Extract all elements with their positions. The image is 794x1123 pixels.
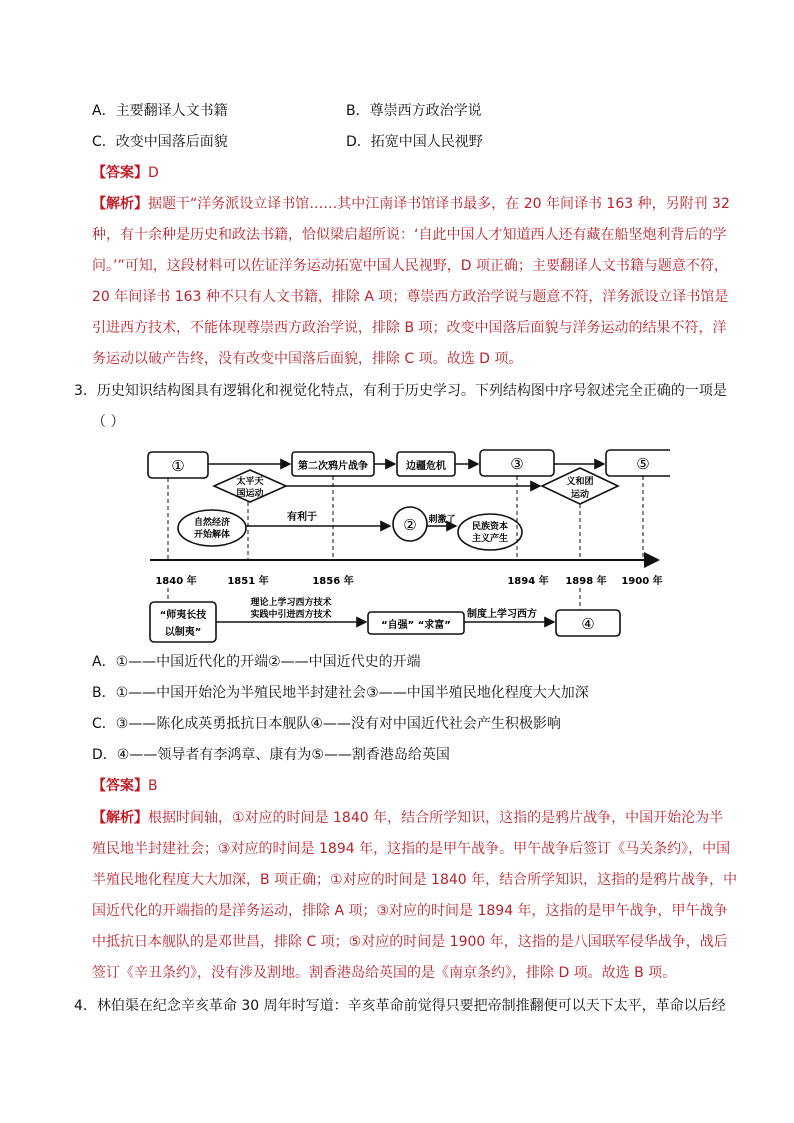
- q3-paren: （ ）: [92, 414, 125, 430]
- answer-tag: 【答案】: [92, 778, 148, 794]
- ellipse-natural-economy-label-2: 开始解体: [193, 530, 231, 540]
- ellipse-natural-economy-label-1: 自然经济: [193, 518, 231, 528]
- box-4-label: ④: [581, 615, 595, 633]
- q2-option-c: C．改变中国落后面貌: [92, 134, 228, 150]
- q3-analysis-line: 国近代化的开端指的是洋务运动，排除 A 项；③对应的时间是 1894 年，这指的是甲午战争，甲午战争: [92, 903, 728, 919]
- q3-analysis-line: 殖民地半封建社会；③对应的时间是 1894 年，这指的是甲午战争。甲午战争后签订《马关条约》，中国: [92, 841, 731, 857]
- label-theory-2: 实践中引进西方技术: [250, 610, 332, 620]
- box-shiyi-label-2: 以制夷”: [164, 627, 202, 638]
- q3-option-a: A．①——中国近代化的开端②——中国近代史的开端: [92, 654, 421, 670]
- q2-analysis-line: 引进西方技术，不能体现尊崇西方政治学说，排除 B 项；改变中国落后面貌与洋务运动的结果不符，洋: [92, 320, 727, 336]
- answer-value: B: [148, 778, 158, 794]
- box-shiyi-label-1: “师夷长技: [159, 610, 207, 621]
- label-stimulate: 刺激了: [428, 515, 456, 525]
- answer-tag: 【答案】: [92, 165, 148, 181]
- box-border-crisis-label: 边疆危机: [406, 461, 446, 472]
- year-1894: 1894 年: [507, 576, 549, 587]
- ellipse-natural-economy: [178, 510, 246, 546]
- ellipse-capitalism-label-1: 民族资本: [471, 522, 509, 532]
- q3-option-b: B．①——中国开始沦为半殖民地半封建社会③——中国半殖民地化程度大大加深: [92, 685, 589, 701]
- label-theory-1: 理论上学习西方技术: [250, 598, 332, 608]
- analysis-tag: 【解析】: [92, 810, 148, 826]
- q2-analysis-line: 务运动以破产告终，没有改变中国落后面貌，排除 C 项。故选 D 项。: [92, 351, 523, 367]
- q3-structure-diagram: [140, 442, 670, 647]
- q4-stem: 4．林伯渠在纪念辛亥革命 30 周年时写道：辛亥革命前觉得只要把帝制推翻便可以天下太平，革命以后经: [74, 998, 726, 1014]
- q3-option-d: D．④——领导者有李鸿章、康有为⑤——割香港岛给英国: [92, 747, 450, 763]
- q3-stem: 3．历史知识结构图具有逻辑化和视觉化特点，有利于历史学习。下列结构图中序号叙述完全正确的一项是: [74, 383, 727, 399]
- q3-answer: [92, 776, 158, 796]
- q2-option-a: A．主要翻译人文书籍: [92, 103, 228, 119]
- year-1900: 1900 年: [621, 576, 663, 587]
- q2-option-d: D．拓宽中国人民视野: [346, 134, 483, 150]
- year-1851: 1851 年: [227, 576, 269, 587]
- q3-option-c: C．③——陈化成英勇抵抗日本舰队④——没有对中国近代社会产生积极影响: [92, 716, 561, 732]
- box-ziqiang-qiufu-label: “自强” “求富”: [381, 620, 451, 631]
- diamond-taiping-label-2: 国运动: [236, 489, 264, 499]
- ellipse-capitalism: [458, 514, 522, 550]
- q3-analysis-line: 半殖民地化程度大大加深，B 项正确；①对应的时间是 1840 年，结合所学知识，这指的是鸦片战争，中: [92, 872, 738, 888]
- year-1840: 1840 年: [155, 576, 197, 587]
- box-1-label: ①: [171, 457, 185, 475]
- diamond-taiping-label-1: 太平天: [236, 477, 264, 487]
- q2-option-b: B．尊崇西方政治学说: [346, 103, 482, 119]
- q2-answer: [92, 163, 159, 183]
- q3-analysis-line: [92, 808, 723, 828]
- analysis-text: 根据时间轴，①对应的时间是 1840 年，结合所学知识，这指的是鸦片战争，中国开始沦为半: [148, 810, 724, 826]
- analysis-tag: 【解析】: [92, 196, 148, 212]
- q2-analysis-line: 20 年间译书 163 种不只有人文书籍，排除 A 项；尊崇西方政治学说与题意不符，洋务派设立译书馆是: [92, 289, 729, 305]
- diamond-yihetuan-label-1: 义和团: [566, 477, 594, 487]
- box-3-label: ③: [510, 455, 524, 473]
- circle-2-label: ②: [403, 516, 417, 534]
- q2-analysis-line: [92, 194, 730, 214]
- q3-analysis-line: 中抵抗日本舰队的是邓世昌，排除 C 项；⑤对应的时间是 1900 年，这指的是八国联军侵华战争，战后: [92, 934, 728, 950]
- diamond-yihetuan-label-2: 运动: [570, 490, 590, 500]
- label-system: 制度上学习西方: [467, 609, 537, 620]
- q3-analysis-line: 签订《辛丑条约》，没有涉及割地。割香港岛给英国的是《南京条约》，排除 D 项。故选 B 项。: [92, 965, 677, 981]
- year-1898: 1898 年: [565, 576, 607, 587]
- year-1856: 1856 年: [312, 576, 354, 587]
- q2-analysis-line: 问。’”可知，这段材料可以佐证洋务运动拓宽中国人民视野，D 项正确；主要翻译人文书籍与题意不符，: [92, 258, 728, 274]
- ellipse-capitalism-label-2: 主义产生: [471, 534, 509, 544]
- label-beneficial: 有利于: [287, 512, 317, 523]
- analysis-text: 据题干“洋务派设立译书馆……其中江南译书馆译书最多，在 20 年间译书 163 种，另附刊 32: [148, 196, 730, 212]
- box-second-opium-war-label: 第二次鸦片战争: [298, 461, 368, 472]
- box-5-label: ⑤: [636, 455, 650, 473]
- answer-value: D: [148, 165, 159, 181]
- q2-analysis-line: 种，有十余种是历史和政法书籍，恰似梁启超所说：‘自此中国人才知道西人还有藏在船坚炮利背后的学: [92, 227, 727, 243]
